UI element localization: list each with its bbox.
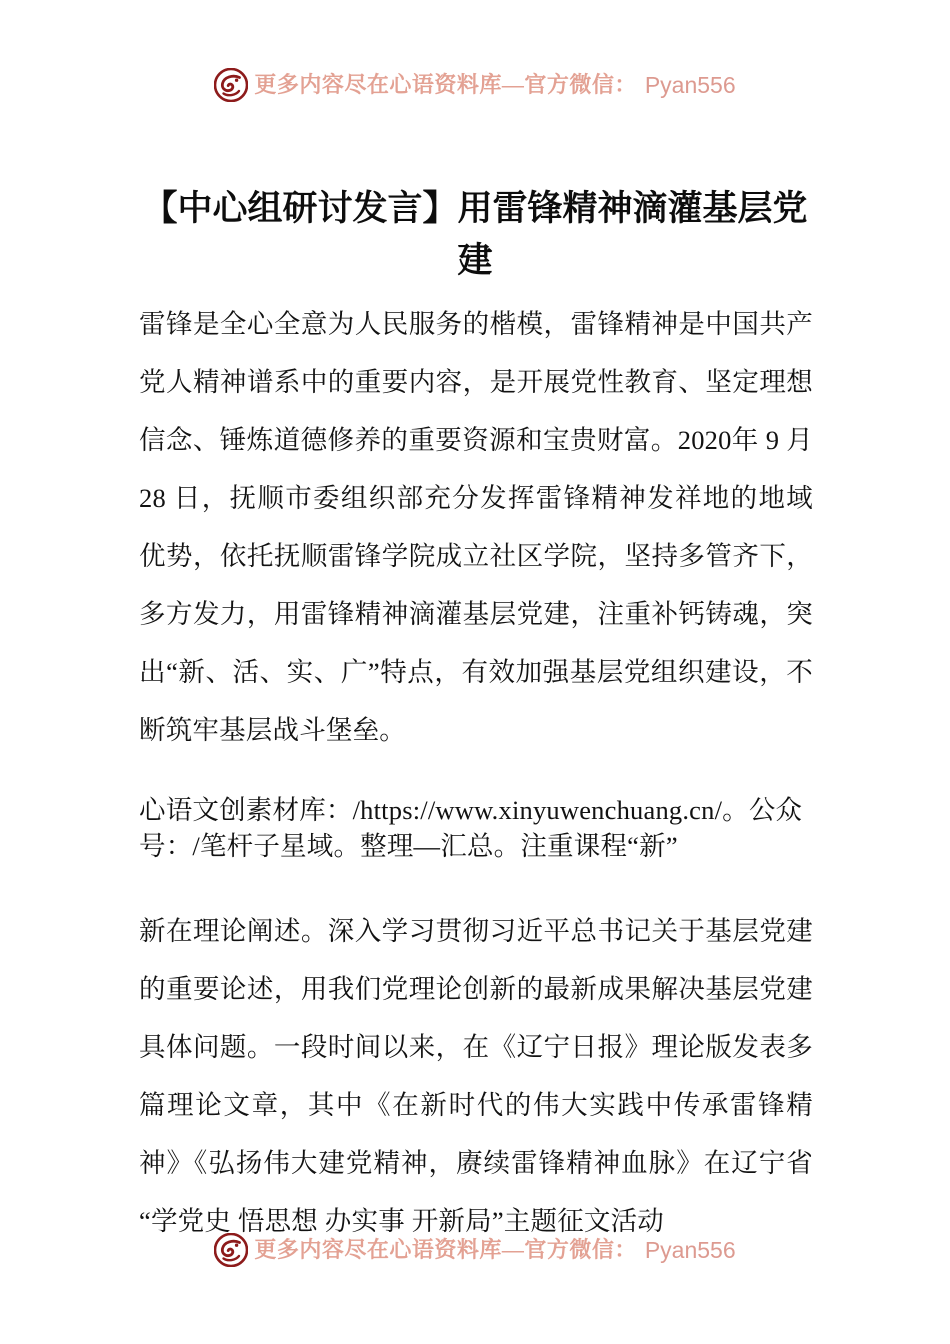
paragraph-spacer [139, 864, 813, 902]
document-body [139, 295, 813, 1250]
watermark-wechat-handle: Pyan556 [644, 1236, 736, 1263]
document-title: 【中心组研讨发言】用雷锋精神滴灌基层党建 [142, 189, 808, 281]
paragraph-source-credit: 心语文创素材库：/https://www.xinyuwenchuang.cn/。公众号：/笔杆子星域。整理—汇总。注重课程“新” [139, 795, 803, 861]
header-watermark [0, 68, 950, 102]
paragraph-spacer [139, 759, 813, 792]
xinyu-swirl-logo-icon [214, 68, 248, 102]
paragraph-section-one: 新在理论阐述。深入学习贯彻习近平总书记关于基层党建的重要论述，用我们党理论创新的最新成果解决基层党建具体问题。一段时间以来，在《辽宁日报》理论版发表多篇理论文章，其中《在新时代的伟大实践中传承雷锋精神》《弘扬伟大建党精神，赓续雷锋精神血脉》在辽宁省“学党史 悟思想 办实事 开新局”主题征文活动 [139, 916, 813, 1236]
watermark-text: 更多内容尽在心语资料库—官方微信： [254, 1237, 637, 1262]
paragraph-intro: 雷锋是全心全意为人民服务的楷模，雷锋精神是中国共产党人精神谱系中的重要内容，是开展党性教育、坚定理想信念、锤炼道德修养的重要资源和宝贵财富。2020年 9 月 28 日，抚顺市委组织部充分发挥雷锋精神发祥地的地域优势，依托抚顺雷锋学院成立社区学院，坚持多管齐下，多方发力，用雷锋精神滴灌基层党建，注重补钙铸魂，突出“新、活、实、广”特点，有效加强基层党组织建设，不断筑牢基层战斗堡垒。 [139, 309, 813, 745]
watermark-wechat-handle: Pyan556 [644, 71, 736, 98]
xinyu-swirl-logo-icon [214, 1233, 248, 1267]
footer-watermark [0, 1233, 950, 1267]
watermark-text: 更多内容尽在心语资料库—官方微信： [254, 72, 637, 97]
